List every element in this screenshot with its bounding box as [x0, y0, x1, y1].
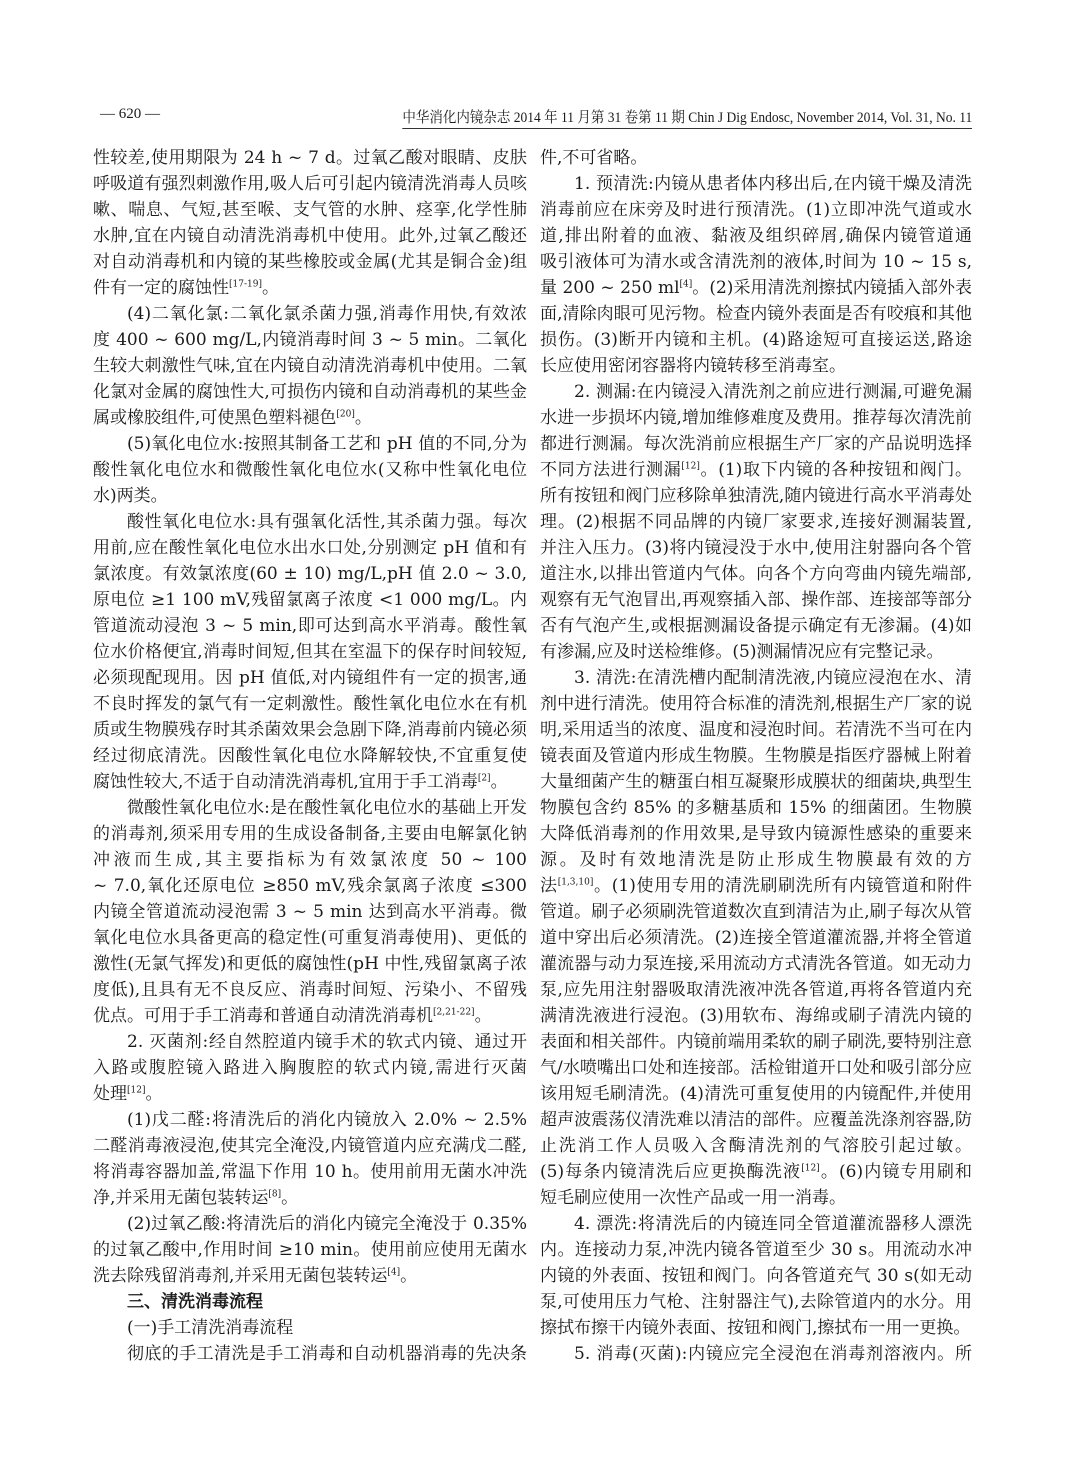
- text-line: [93, 249, 527, 275]
- text-line: [93, 275, 527, 301]
- text-run: 5. 消毒(灭菌):内镜应完全浸泡在消毒剂溶液内。所: [574, 1344, 972, 1364]
- text-line: [93, 1081, 527, 1107]
- text-line: [93, 145, 527, 171]
- text-line: [93, 457, 527, 483]
- text-run: 表面和相关部件。内镜前端用柔软的刷子刷洗,要特别注意: [540, 1032, 972, 1052]
- citation-reference: [4]: [387, 1267, 401, 1278]
- text-line: [540, 795, 972, 821]
- text-run: 管道。刷子必须刷洗管道数次直到清洁为止,刷子每次从管: [540, 902, 972, 922]
- text-run: 吸引液体可为清水或含清洗剂的液体,时间为 10 ~ 15 s,: [540, 252, 972, 272]
- paragraph: [93, 1029, 527, 1107]
- text-line: [93, 171, 527, 197]
- text-run: 明,采用适当的浓度、温度和浸泡时间。若清洗不当可在内: [540, 720, 972, 740]
- text-run: 短毛刷应使用一次性产品或一用一消毒。: [540, 1188, 846, 1208]
- text-line: [540, 1341, 972, 1367]
- text-line: [540, 847, 972, 873]
- text-run: 。: [261, 278, 279, 298]
- text-line: [540, 977, 972, 1003]
- text-line: [540, 171, 972, 197]
- text-run: 道中穿出后必须清洗。(2)连接全管道灌流器,并将全管道: [540, 928, 972, 948]
- text-run: (2)过氧乙酸:将清洗后的消化内镜完全淹没于 0.35%: [127, 1214, 527, 1234]
- text-run: 处理: [93, 1084, 127, 1104]
- text-run: 观察有无气泡冒出,再观察插入部、操作部、连接部等部分: [540, 590, 972, 610]
- text-line: [93, 1029, 527, 1055]
- text-run: 管道流动浸泡 3 ~ 5 min,即可达到高水平消毒。酸性氧: [93, 616, 527, 636]
- text-run: 不同方法进行测漏: [540, 460, 682, 480]
- text-run: 有渗漏,应及时送检维修。(5)测漏情况应有完整记录。: [540, 642, 944, 662]
- text-line: [540, 483, 972, 509]
- text-run: 泵,应先用注射器吸取清洗液冲洗各管道,再将各管道内充: [540, 980, 972, 1000]
- text-run: 止洗消工作人员吸入含酶清洗剂的气溶胶引起过敏。: [540, 1136, 972, 1156]
- text-run: 不良时挥发的氯气有一定刺激性。酸性氧化电位水在有机: [93, 694, 527, 714]
- citation-reference: [12]: [801, 1163, 820, 1174]
- text-run: 度 400 ~ 600 mg/L,内镜消毒时间 3 ~ 5 min。二氧化: [93, 330, 527, 350]
- text-line: [93, 1003, 527, 1029]
- text-line: [93, 1107, 527, 1133]
- citation-reference: [1,3,10]: [557, 877, 594, 888]
- paragraph: [93, 301, 527, 431]
- text-line: [540, 197, 972, 223]
- text-line: [93, 847, 527, 873]
- text-run: 经过彻底清洗。因酸性氧化电位水降解较快,不宜重复使: [93, 746, 527, 766]
- text-run: 。(2)采用清洗剂擦拭内镜插入部外表: [692, 278, 972, 298]
- text-line: [540, 639, 972, 665]
- text-line: [93, 1185, 527, 1211]
- text-run: 将消毒容器加盖,常温下作用 10 h。使用前用无菌水冲洗: [93, 1162, 527, 1182]
- text-line: [540, 1289, 972, 1315]
- text-run: 度低),且具有无不良反应、消毒时间短、污染小、不留残: [93, 980, 527, 1000]
- text-line: [540, 665, 972, 691]
- text-line: [540, 717, 972, 743]
- text-run: 。: [400, 1266, 418, 1286]
- text-line: [540, 145, 972, 171]
- text-run: 2. 测漏:在内镜浸入清洗剂之前应进行测漏,可避免漏: [574, 382, 972, 402]
- text-run: 必须现配现用。因 pH 值低,对内镜组件有一定的损害,通: [93, 668, 527, 688]
- text-line: [93, 353, 527, 379]
- text-run: 化氯对金属的腐蚀性大,可损伤内镜和自动消毒机的某些金: [93, 382, 527, 402]
- citation-reference: [4]: [679, 279, 693, 290]
- citation-reference: [12]: [681, 461, 700, 472]
- text-run: 原电位 ≥1 100 mV,残留氯离子浓度 <1 000 mg/L。内: [93, 590, 527, 610]
- text-run: 件有一定的腐蚀性: [93, 278, 229, 298]
- text-run: 洗去除残留消毒剂,并采用无菌包装转运: [93, 1266, 388, 1286]
- text-run: 长应使用密闭容器将内镜转移至消毒室。: [540, 356, 846, 376]
- text-line: [540, 535, 972, 561]
- text-line: [93, 769, 527, 795]
- text-line: [540, 951, 972, 977]
- text-line: [93, 1237, 527, 1263]
- text-line: [540, 1315, 972, 1341]
- paragraph: [93, 1315, 527, 1341]
- text-run: 的过氧乙酸中,作用时间 ≥10 min。使用前应使用无菌水: [93, 1240, 527, 1260]
- paragraph: [540, 145, 972, 171]
- text-run: 道,排出附着的血液、黏液及组织碎屑,确保内镜管道通: [540, 226, 972, 246]
- text-line: [540, 1185, 972, 1211]
- text-run: 酸性氧化电位水和微酸性氧化电位水(又称中性氧化电位: [93, 460, 527, 480]
- text-run: (1)戊二醛:将清洗后的消化内镜放入 2.0% ~ 2.5%: [127, 1110, 527, 1130]
- text-run: 源。及时有效地清洗是防止形成生物膜最有效的方: [540, 850, 972, 870]
- paragraph: [540, 665, 972, 1211]
- text-run: 该用短毛刷清洗。(4)清洗可重复使用的内镜配件,并使用: [540, 1084, 972, 1104]
- text-run: 嗽、喘息、气短,甚至喉、支气管的水肿、痉挛,化学性肺: [93, 200, 527, 220]
- text-run: 。(1)使用专用的清洗刷刷洗所有内镜管道和附件: [593, 876, 972, 896]
- text-run: 量 200 ~ 250 ml: [540, 278, 680, 298]
- text-run: 水肿,宜在内镜自动清洗消毒机中使用。此外,过氧乙酸还: [93, 226, 527, 246]
- text-run: 性较差,使用期限为 24 h ~ 7 d。过氧乙酸对眼睛、皮肤: [93, 148, 527, 168]
- paragraph: [93, 509, 527, 795]
- text-run: 酸性氧化电位水:具有强氧化活性,其杀菌力强。每次: [127, 512, 527, 532]
- text-line: [540, 1055, 972, 1081]
- text-line: [540, 327, 972, 353]
- text-run: 激性(无氯气挥发)和更低的腐蚀性(pH 中性,残留氯离子浓: [93, 954, 527, 974]
- text-run: 件,不可省略。: [540, 148, 648, 168]
- text-run: 。: [490, 772, 508, 792]
- citation-reference: [20]: [336, 409, 355, 420]
- text-run: ~ 7.0,氧化还原电位 ≥850 mV,残余氯离子浓度 ≤300: [93, 876, 527, 896]
- text-line: [93, 561, 527, 587]
- text-run: 彻底的手工清洗是手工消毒和自动机器消毒的先决条: [127, 1344, 527, 1364]
- text-run: 2. 灭菌剂:经自然腔道内镜手术的软式内镜、通过开: [127, 1032, 527, 1052]
- citation-reference: [2,21-22]: [433, 1007, 475, 1018]
- text-line: [540, 1003, 972, 1029]
- paragraph: [93, 145, 527, 301]
- text-run: 1. 预清洗:内镜从患者体内移出后,在内镜干燥及清洗: [574, 174, 972, 194]
- text-line: [540, 249, 972, 275]
- text-line: [93, 873, 527, 899]
- text-run: 。: [281, 1188, 299, 1208]
- text-run: 超声波震荡仪清洗难以清洁的部件。应覆盖洗涤剂容器,防: [540, 1110, 972, 1130]
- text-line: [540, 301, 972, 327]
- text-run: 气/水喷嘴出口处和连接部。活检钳道开口处和吸引部分应: [540, 1058, 972, 1078]
- text-run: 入路或腹腔镜入路进入胸腹腔的软式内镜,需进行灭菌: [93, 1058, 527, 1078]
- paragraph: [93, 1211, 527, 1289]
- text-line: [93, 899, 527, 925]
- text-run: 剂中进行清洗。使用符合标准的清洗剂,根据生产厂家的说: [540, 694, 972, 714]
- text-run: 呼吸道有强烈刺激作用,吸人后可引起内镜清洗消毒人员咳: [93, 174, 527, 194]
- text-run: 面,清除肉眼可见污物。检查内镜外表面是否有咬痕和其他: [540, 304, 972, 324]
- text-run: 生较大刺激性气味,宜在内镜自动清洗消毒机中使用。二氧: [93, 356, 527, 376]
- text-line: [540, 379, 972, 405]
- text-line: [93, 691, 527, 717]
- text-line: [540, 769, 972, 795]
- text-run: 腐蚀性较大,不适于自动清洗消毒机,宜用于手工消毒: [93, 772, 478, 792]
- text-run: 冲液而生成,其主要指标为有效氯浓度 50 ~ 100: [93, 850, 527, 870]
- text-run: 内镜的外表面、按钮和阀门。向各管道充气 30 s(如无动: [540, 1266, 972, 1286]
- text-run: 位水价格便宜,消毒时间短,但其在室温下的保存时间较短,: [93, 642, 527, 662]
- text-run: 镜表面及管道内形成生物膜。生物膜是指医疗器械上附着: [540, 746, 972, 766]
- text-line: [93, 1133, 527, 1159]
- left-column: [93, 145, 527, 1367]
- text-line: [540, 613, 972, 639]
- text-run: 大降低消毒剂的作用效果,是导致内镜源性感染的重要来: [540, 824, 972, 844]
- text-line: [93, 639, 527, 665]
- paragraph: [93, 795, 527, 1029]
- text-line: [540, 1081, 972, 1107]
- text-line: [540, 405, 972, 431]
- text-run: 消毒前应在床旁及时进行预清洗。(1)立即冲洗气道或水: [540, 200, 972, 220]
- text-line: [93, 223, 527, 249]
- text-run: 优点。可用于手工消毒和普通自动清洗消毒机: [93, 1006, 433, 1026]
- text-line: [540, 561, 972, 587]
- text-run: 。(1)取下内镜的各种按钮和阀门。: [699, 460, 972, 480]
- text-line: [93, 1211, 527, 1237]
- text-run: 。(6)内镜专用刷和: [819, 1162, 972, 1182]
- text-run: 否有气泡产生,或根据测漏设备提示确定有无渗漏。(4)如: [540, 616, 972, 636]
- text-line: [93, 509, 527, 535]
- paragraph: [540, 379, 972, 665]
- text-run: (5)氧化电位水:按照其制备工艺和 pH 值的不同,分为: [127, 434, 527, 454]
- text-line: [93, 795, 527, 821]
- text-line: [540, 587, 972, 613]
- paragraph: [93, 431, 527, 509]
- text-run: 。: [145, 1084, 163, 1104]
- text-line: [93, 1289, 527, 1315]
- citation-reference: [12]: [127, 1085, 146, 1096]
- text-line: [540, 743, 972, 769]
- text-line: [93, 743, 527, 769]
- text-run: 二醛消毒液浸泡,使其完全淹没,内镜管道内应充满戊二醛,: [93, 1136, 527, 1156]
- text-line: [93, 1341, 527, 1367]
- text-run: 满清洗液进行浸泡。(3)用软布、海绵或刷子清洗内镜的: [540, 1006, 972, 1026]
- text-line: [93, 665, 527, 691]
- text-run: 水)两类。: [93, 486, 168, 506]
- text-line: [93, 613, 527, 639]
- page-number: — 620 —: [100, 106, 160, 122]
- text-run: 大量细菌产生的糖蛋白相互凝聚形成膜状的细菌块,典型生: [540, 772, 972, 792]
- text-run: 。: [354, 408, 372, 428]
- text-line: [93, 1055, 527, 1081]
- text-line: [540, 353, 972, 379]
- text-run: 对自动消毒机和内镜的某些橡胶或金属(尤其是铜合金)组: [93, 252, 527, 272]
- text-run: 内。连接动力泵,冲洗内镜各管道至少 30 s。用流动水冲: [540, 1240, 972, 1260]
- text-run: 质或生物膜残存时其杀菌效果会急剧下降,消毒前内镜必须: [93, 720, 527, 740]
- text-line: [540, 1211, 972, 1237]
- text-line: [93, 1263, 527, 1289]
- text-run: 净,并采用无菌包装转运: [93, 1188, 269, 1208]
- text-run: 内镜全管道流动浸泡需 3 ~ 5 min 达到高水平消毒。微: [93, 902, 527, 922]
- text-line: [540, 873, 972, 899]
- text-run: 的消毒剂,须采用专用的生成设备制备,主要由电解氯化钠: [93, 824, 527, 844]
- text-run: 3. 清洗:在清洗槽内配制清洗液,内镜应浸泡在水、清: [574, 668, 972, 688]
- text-line: [93, 405, 527, 431]
- text-line: [540, 821, 972, 847]
- text-run: 擦拭布擦干内镜外表面、按钮和阀门,擦拭布一用一更换。: [540, 1318, 971, 1338]
- text-run: 并注入压力。(3)将内镜浸没于水中,使用注射器向各个管: [540, 538, 972, 558]
- text-line: [540, 691, 972, 717]
- text-line: [93, 951, 527, 977]
- text-line: [540, 1263, 972, 1289]
- text-run: 都进行测漏。每次洗消前应根据生产厂家的产品说明选择: [540, 434, 972, 454]
- text-run: 氧化电位水具备更高的稳定性(可重复消毒使用)、更低的: [93, 928, 527, 948]
- text-line: [93, 379, 527, 405]
- text-line: [93, 535, 527, 561]
- running-header-journal: 中华消化内镜杂志 2014 年 11 月第 31 卷第 11 期 Chin J Dig Endosc, November 2014, Vol. 31, No. 11: [402, 106, 972, 129]
- text-line: [540, 925, 972, 951]
- paragraph: [93, 1341, 527, 1367]
- text-line: [93, 977, 527, 1003]
- text-run: 水进一步损坏内镜,增加维修难度及费用。推荐每次清洗前: [540, 408, 972, 428]
- text-line: [93, 483, 527, 509]
- text-line: [93, 197, 527, 223]
- text-run: 所有按钮和阀门应移除单独清洗,随内镜进行高水平消毒处: [540, 486, 972, 506]
- text-line: [540, 457, 972, 483]
- paragraph: [93, 1107, 527, 1211]
- text-run: 灌流器与动力泵连接,采用流动方式清洗各管道。如无动力: [540, 954, 972, 974]
- citation-reference: [2]: [477, 773, 491, 784]
- citation-reference: [17-19]: [229, 279, 262, 290]
- section-heading: [93, 1289, 527, 1315]
- text-run: 理。(2)根据不同品牌的内镜厂家要求,连接好测漏装置,: [540, 512, 972, 532]
- text-run: 微酸性氧化电位水:是在酸性氧化电位水的基础上开发: [127, 798, 527, 818]
- paragraph: [540, 1211, 972, 1341]
- text-run: 道注水,以排出管道内气体。向各个方向弯曲内镜先端部,: [540, 564, 972, 584]
- text-run: 用前,应在酸性氧化电位水出水口处,分别测定 pH 值和有: [93, 538, 527, 558]
- text-line: [540, 1107, 972, 1133]
- paragraph: [540, 1341, 972, 1367]
- text-run: (一)手工清洗消毒流程: [127, 1318, 294, 1338]
- text-run: 损伤。(3)断开内镜和主机。(4)路途短可直接运送,路途: [540, 330, 972, 350]
- text-run: 4. 漂洗:将清洗后的内镜连同全管道灌流器移人漂洗: [574, 1214, 972, 1234]
- text-line: [93, 821, 527, 847]
- text-line: [93, 431, 527, 457]
- text-line: [540, 275, 972, 301]
- text-line: [93, 925, 527, 951]
- text-line: [93, 587, 527, 613]
- text-run: 氯浓度。有效氯浓度(60 ± 10) mg/L,pH 值 2.0 ~ 3.0,: [93, 564, 527, 584]
- text-line: [93, 1159, 527, 1185]
- text-line: [540, 1029, 972, 1055]
- text-line: [540, 431, 972, 457]
- text-line: [93, 1315, 527, 1341]
- text-line: [540, 899, 972, 925]
- paragraph: [540, 171, 972, 379]
- text-run: 。: [474, 1006, 492, 1026]
- citation-reference: [8]: [268, 1189, 282, 1200]
- text-run: 三、清洗消毒流程: [127, 1292, 263, 1312]
- text-run: 物膜包含约 85% 的多糖基质和 15% 的细菌团。生物膜: [540, 798, 972, 818]
- text-line: [93, 327, 527, 353]
- text-run: 法: [540, 876, 558, 896]
- text-line: [540, 509, 972, 535]
- text-line: [93, 301, 527, 327]
- text-line: [540, 1159, 972, 1185]
- text-line: [93, 717, 527, 743]
- text-run: (5)每条内镜清洗后应更换酶洗液: [540, 1162, 802, 1182]
- text-run: (4)二氧化氯:二氧化氯杀菌力强,消毒作用快,有效浓: [127, 304, 527, 324]
- right-column: [540, 145, 972, 1367]
- text-run: 泵,可使用压力气枪、注射器注气),去除管道内的水分。用: [540, 1292, 972, 1312]
- text-line: [540, 1133, 972, 1159]
- text-line: [540, 223, 972, 249]
- text-run: 属或橡胶组件,可使黑色塑料褪色: [93, 408, 337, 428]
- text-line: [540, 1237, 972, 1263]
